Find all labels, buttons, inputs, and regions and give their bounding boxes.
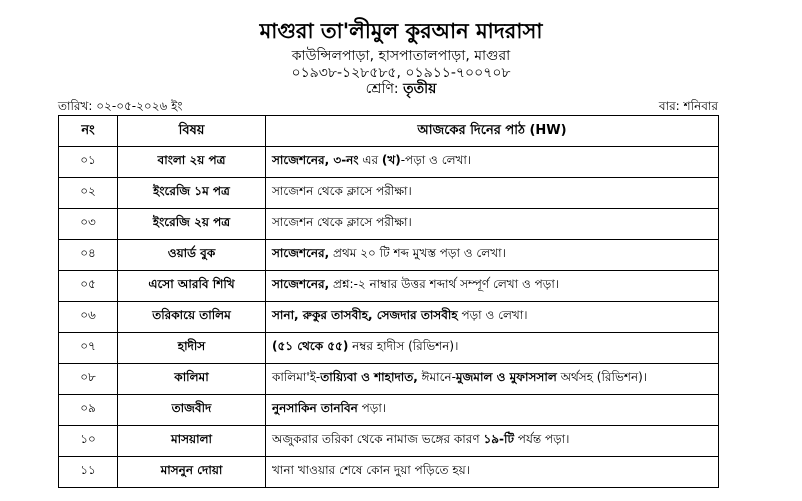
lesson-segment: খানা খাওয়ার শেষে কোন দুয়া পড়িতে হয়। [272, 463, 471, 477]
lesson-segment: নম্বর হাদীস (রিভিশন)। [348, 339, 459, 353]
row-number: ০২ [59, 178, 118, 209]
row-lesson [266, 178, 719, 209]
lesson-segment: মুজমাল ও মুফাসসাল [455, 370, 557, 384]
row-lesson [266, 364, 719, 395]
lesson-segment: সানা, রুকুর তাসবীহ, সেজদার তাসবীহ [272, 308, 458, 322]
table-row [59, 426, 719, 457]
row-number: ০৪ [59, 240, 118, 271]
class-label: শ্রেণি: [365, 81, 399, 97]
row-number: ১০ [59, 426, 118, 457]
lesson-segment: প্রশ্ন:-২ নাম্বার উত্তর শব্দার্থ সম্পূর্ণ লেখা ও পড়া। [329, 277, 560, 291]
table-row [59, 302, 719, 333]
lesson-segment: এর [358, 153, 382, 167]
row-lesson [266, 426, 719, 457]
header-subject: বিষয় [118, 116, 266, 147]
lesson-segment: ১৯-টি [483, 432, 514, 446]
row-subject: মাসনুন দোয়া [118, 457, 266, 488]
row-lesson [266, 457, 719, 488]
row-lesson [266, 147, 719, 178]
lesson-segment: অজুকরার তরিকা থেকে নামাজ ভঙ্গের কারণ [272, 432, 484, 446]
lesson-segment: প্রথম ২০ টি শব্দ মুখস্ত পড়া ও লেখা। [329, 246, 506, 260]
row-number: ০৭ [59, 333, 118, 364]
row-subject: ওয়ার্ড বুক [118, 240, 266, 271]
row-subject: এসো আরবি শিখি [118, 271, 266, 302]
row-subject: মাসয়ালা [118, 426, 266, 457]
address-line: কাউন্সিলপাড়া, হাসপাতালপাড়া, মাগুরা [291, 48, 511, 64]
row-lesson [266, 302, 719, 333]
lesson-segment: সাজেশন থেকে ক্লাসে পরীক্ষা। [272, 184, 412, 198]
row-lesson [266, 209, 719, 240]
lesson-segment: কালিমা'ই- [272, 370, 321, 384]
row-subject: বাংলা ২য় পত্র [118, 147, 266, 178]
table-row [59, 395, 719, 426]
row-number: ০৬ [59, 302, 118, 333]
row-subject: হাদীস [118, 333, 266, 364]
lesson-segment: ঈমানে- [417, 370, 456, 384]
row-lesson [266, 240, 719, 271]
row-lesson [266, 333, 719, 364]
table-row [59, 457, 719, 488]
lesson-segment: তায়্যিবা ও শাহাদাত, [320, 370, 418, 384]
header-no: নং [59, 116, 118, 147]
class-line [0, 80, 802, 98]
row-subject: ইংরেজি ১ম পত্র [118, 178, 266, 209]
lesson-segment: সাজেশন থেকে ক্লাসে পরীক্ষা। [272, 215, 412, 229]
row-number: ০৯ [59, 395, 118, 426]
lesson-segment: পর্যন্ত পড়া। [513, 432, 570, 446]
class-value: তৃতীয় [403, 81, 437, 97]
lesson-segment: (৫১ থেকে ৫৫) [272, 339, 349, 353]
lesson-segment: সাজেশনের, [272, 246, 330, 260]
table-row [59, 271, 719, 302]
header-lesson: আজকের দিনের পাঠ (HW) [266, 116, 719, 147]
row-subject: কালিমা [118, 364, 266, 395]
lesson-segment: পড়া ও লেখা। [457, 308, 528, 322]
day-text: বার: শনিবার [658, 99, 718, 113]
row-number: ০১ [59, 147, 118, 178]
table-row [59, 147, 719, 178]
date-text: তারিখ: ০২-০৫-২০২৬ ইং [58, 99, 183, 113]
table-row [59, 364, 719, 395]
row-subject: তাজবীদ [118, 395, 266, 426]
lesson-segment: অর্থসহ (রিভিশন)। [556, 370, 648, 384]
row-number: ০৫ [59, 271, 118, 302]
row-lesson [266, 395, 719, 426]
table-header-row [59, 116, 719, 147]
table-row [59, 178, 719, 209]
table-row [59, 333, 719, 364]
homework-table [58, 115, 719, 488]
lesson-segment: (খ) [381, 153, 401, 167]
row-lesson [266, 271, 719, 302]
table-row [59, 240, 719, 271]
row-number: ০৩ [59, 209, 118, 240]
lesson-segment: নুনসাকিন তানবিন [272, 401, 358, 415]
lesson-segment: সাজেশনের, [272, 277, 330, 291]
table-row [59, 209, 719, 240]
row-number: ১১ [59, 457, 118, 488]
lesson-segment: সাজেশনের, ৩-নং [272, 153, 359, 167]
row-subject: তরিকায়ে তালিম [118, 302, 266, 333]
lesson-segment: পড়া। [357, 401, 387, 415]
lesson-segment: -পড়া ও লেখা। [400, 153, 472, 167]
row-subject: ইংরেজি ২য় পত্র [118, 209, 266, 240]
page-title: মাগুরা তা'লীমুল কুরআন মাদরাসা [259, 19, 543, 43]
meta-row [58, 98, 718, 114]
row-number: ০৮ [59, 364, 118, 395]
phone-line: ০১৯৩৮-১২৮৫৮৫, ০১৯১১-৭০০৭০৮ [291, 65, 511, 81]
